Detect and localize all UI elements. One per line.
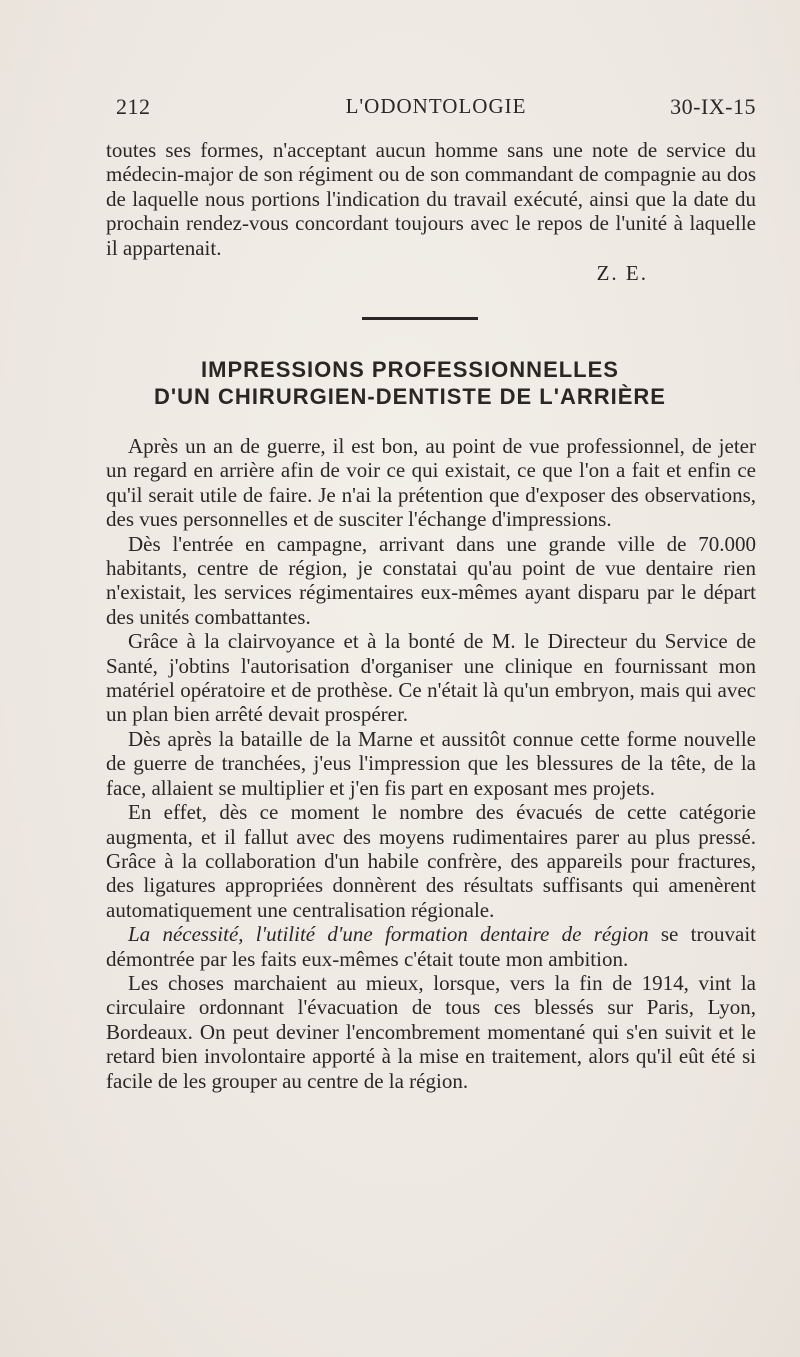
previous-article-paragraph: toutes ses formes, n'acceptant aucun homme sans une note de service du médecin-major de son régiment ou de son commandant de compagnie au dos de laquelle nous portions l'indication du travail exécuté, ainsi que la date du prochain rendez-vous concordant toujours avec le repos de l'unité à laquelle il appartenait. (106, 138, 756, 260)
article-paragraph-6 (106, 922, 756, 971)
section-divider (362, 317, 478, 320)
issue-date: 30-IX-15 (670, 94, 756, 119)
article-paragraph-4: Dès après la bataille de la Marne et aussitôt connue cette forme nouvelle de guerre de tranchées, j'eus l'impression que les blessures de la tête, de la face, allaient se multiplier et j'en fis part en exposant mes projets. (106, 726, 756, 800)
italic-phrase: La nécessité, l'utilité d'une formation dentaire de région (128, 922, 649, 947)
previous-article-ending (106, 138, 756, 260)
running-head (116, 94, 756, 124)
italic-paragraph-rest: se trouvait démontrée par les faits eux-mêmes c'était toute mon ambition. (106, 922, 756, 971)
author-signature: Z. E. (596, 261, 648, 285)
article-title-line-1: IMPRESSIONS PROFESSIONNELLES (201, 357, 619, 382)
article-title-line-2: D'UN CHIRURGIEN-DENTISTE DE L'ARRIÈRE (154, 384, 666, 409)
article-paragraph-7: Les choses marchaient au mieux, lorsque, vers la fin de 1914, vint la circulaire ordonnant l'évacuation de tous ces blessés sur Paris, Lyon, Bordeaux. On peut deviner l'encombrement momentané qui s'en suivit et le retard bien involontaire apporté à la mise en traitement, alors qu'il eût été si facile de les grouper au centre de la région. (106, 970, 756, 1093)
article-paragraph-3: Grâce à la clairvoyance et à la bonté de M. le Directeur du Service de Santé, j'obtins l'autorisation d'organiser une clinique en fournissant mon matériel opératoire et de prothèse. Ce n'était là qu'un embryon, mais qui avec un plan bien arrêté devait prospérer. (106, 629, 756, 727)
article-paragraph-1: Après un an de guerre, il est bon, au point de vue professionnel, de jeter un regard en arrière afin de voir ce qui existait, ce que l'on a fait et enfin ce qu'il serait utile de faire. Je n'ai la prétention que d'exposer des observations, des vues personnelles et de susciter l'échange d'impressions. (106, 434, 756, 532)
page-number: 212 (116, 94, 151, 119)
article-paragraph-5: En effet, dès ce moment le nombre des évacués de cette catégorie augmenta, et il fallut avec des moyens rudimentaires parer au plus pressé. Grâce à la collaboration d'un habile confrère, des appareils pour fractures, des ligatures appropriées donnèrent des résultats suffisants qui amenèrent automatiquement une centralisation régionale. (106, 800, 756, 922)
article-body (106, 434, 756, 1093)
article-paragraph-2: Dès l'entrée en campagne, arrivant dans une grande ville de 70.000 habitants, centre de région, je constatai qu'au point de vue dentaire rien n'existait, les services régimentaires eux-mêmes ayant disparu par le départ des unités combattantes. (106, 531, 756, 629)
journal-title: L'ODONTOLOGIE (345, 94, 527, 118)
